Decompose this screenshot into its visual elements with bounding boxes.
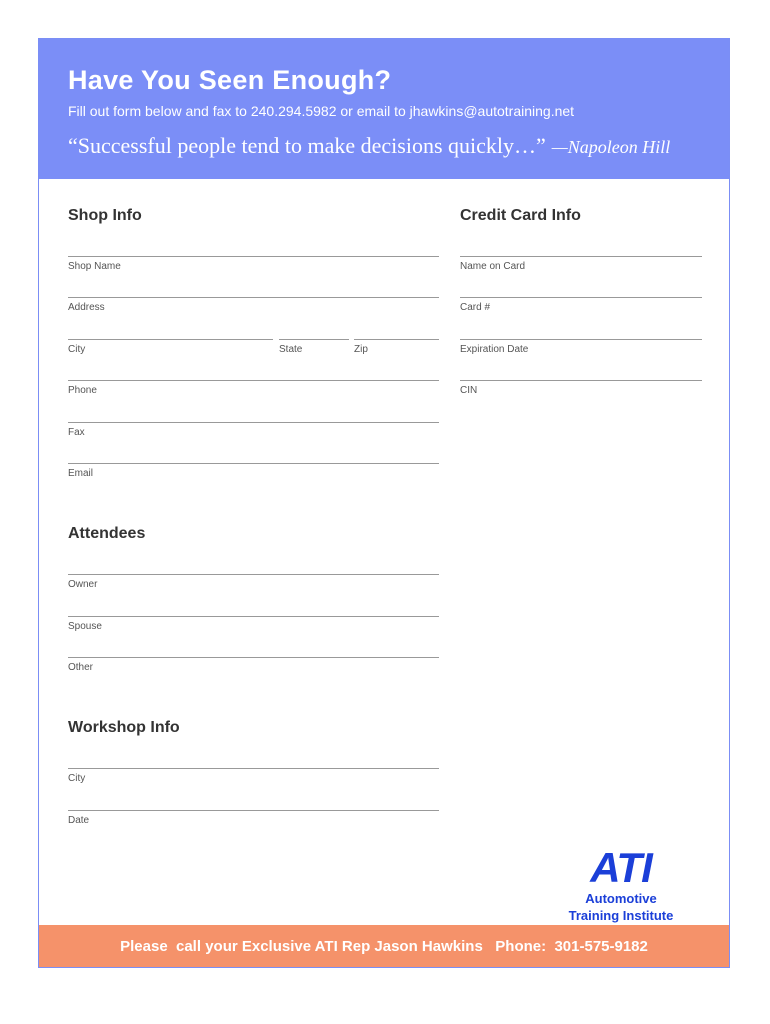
email-field[interactable]: [68, 463, 439, 479]
workshop-city-field[interactable]: [68, 768, 439, 784]
card-number-line[interactable]: [460, 297, 702, 298]
state-label: State: [279, 344, 303, 355]
state-field[interactable]: [279, 339, 349, 355]
address-line[interactable]: [68, 297, 439, 298]
card-number-label: Card #: [460, 302, 491, 313]
address-field[interactable]: [68, 297, 439, 313]
phone-line[interactable]: [68, 380, 439, 381]
owner-line[interactable]: [68, 574, 439, 575]
cin-label: CIN: [460, 385, 478, 396]
attendees-heading: Attendees: [68, 525, 146, 542]
page-title: Have You Seen Enough?: [68, 65, 392, 95]
owner-label: Owner: [68, 579, 98, 590]
logo-line-2: Training Institute: [568, 908, 674, 923]
footer-text: Please call your Exclusive ATI Rep Jason Hawkins Phone: 301-575-9182: [120, 937, 648, 955]
expiration-label: Expiration Date: [460, 344, 529, 355]
workshop-date-line[interactable]: [68, 810, 439, 811]
shop-name-line[interactable]: [68, 256, 439, 257]
phone-field[interactable]: [68, 380, 439, 396]
logo-line-1: Automotive: [585, 891, 657, 906]
other-line[interactable]: [68, 657, 439, 658]
workshop-city-line[interactable]: [68, 768, 439, 769]
shop-name-label: Shop Name: [68, 261, 121, 272]
name-on-card-field[interactable]: [460, 256, 702, 272]
ati-logo-mark: ATI: [590, 844, 652, 891]
cin-field[interactable]: [460, 380, 702, 396]
zip-line[interactable]: [354, 339, 439, 340]
footer-banner: [39, 925, 729, 967]
fax-label: Fax: [68, 427, 85, 438]
other-field[interactable]: [68, 657, 439, 673]
expiration-field[interactable]: [460, 339, 702, 355]
workshop-city-label: City: [68, 773, 86, 784]
fax-field[interactable]: [68, 422, 439, 438]
other-label: Other: [68, 662, 94, 673]
spouse-line[interactable]: [68, 616, 439, 617]
quote: [68, 133, 670, 159]
instructions-text: Fill out form below and fax to 240.294.5982 or email to jhawkins@autotraining.net: [68, 103, 575, 119]
email-label: Email: [68, 468, 94, 479]
zip-label: Zip: [354, 344, 368, 355]
workshop-heading: Workshop Info: [68, 719, 180, 736]
expiration-line[interactable]: [460, 339, 702, 340]
card-number-field[interactable]: [460, 297, 702, 313]
header-banner: [39, 39, 729, 179]
phone-label: Phone: [68, 385, 97, 396]
quote-author: —Napoleon Hill: [551, 137, 671, 157]
city-label: City: [68, 344, 86, 355]
name-on-card-line[interactable]: [460, 256, 702, 257]
ati-logo: [551, 844, 691, 923]
spouse-field[interactable]: [68, 616, 439, 632]
workshop-date-field[interactable]: [68, 810, 439, 826]
city-field[interactable]: [68, 339, 273, 355]
city-line[interactable]: [68, 339, 273, 340]
workshop-date-label: Date: [68, 815, 90, 826]
cin-line[interactable]: [460, 380, 702, 381]
state-line[interactable]: [279, 339, 349, 340]
form-page: [38, 38, 730, 968]
shop-name-field[interactable]: [68, 256, 439, 272]
zip-field[interactable]: [354, 339, 439, 355]
email-line[interactable]: [68, 463, 439, 464]
credit-card-heading: Credit Card Info: [460, 207, 581, 224]
owner-field[interactable]: [68, 574, 439, 590]
quote-text: “Successful people tend to make decisions quickly…”: [68, 133, 546, 158]
spouse-label: Spouse: [68, 621, 102, 632]
fax-line[interactable]: [68, 422, 439, 423]
address-label: Address: [68, 302, 105, 313]
name-on-card-label: Name on Card: [460, 261, 526, 272]
shop-info-heading: Shop Info: [68, 207, 142, 224]
